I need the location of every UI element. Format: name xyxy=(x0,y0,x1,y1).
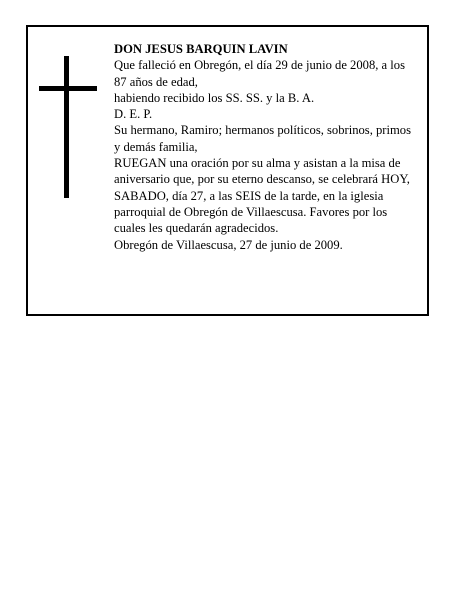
notice-text xyxy=(114,41,419,253)
death-details: Que falleció en Obregón, el día 29 de junio de 2008, a los 87 años de edad, xyxy=(114,58,405,89)
deceased-name: DON JESUS BARQUIN LAVIN xyxy=(114,42,288,56)
mass-invitation: RUEGAN una oración por su alma y asistan a la misa de aniversario que, por su eterno descanso, se celebrará HOY, SABADO, día 27, a las SEIS de la tarde, en la iglesia parroquial de Obregón de Villaescusa. Favores por los cuales les quedarán agradecidos. xyxy=(114,156,410,236)
rest-in-peace: D. E. P. xyxy=(114,107,153,122)
cross-horizontal-bar xyxy=(39,86,97,91)
cross-vertical-bar xyxy=(64,56,69,198)
sacraments-received: habiendo recibido los SS. SS. y la B. A. xyxy=(114,90,315,105)
family-members: Su hermano, Ramiro; hermanos políticos, sobrinos, primos y demás familia, xyxy=(114,123,411,154)
place-and-date: Obregón de Villaescusa, 27 de junio de 2009. xyxy=(114,237,343,252)
latin-cross-icon xyxy=(39,56,97,198)
obituary-notice xyxy=(26,25,429,316)
